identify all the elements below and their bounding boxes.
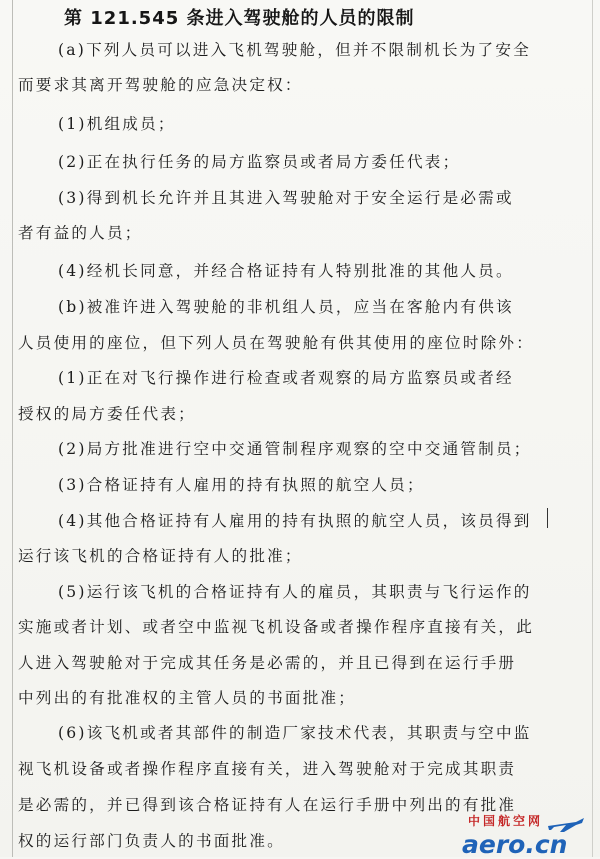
paragraph-line: (2)局方批准进行空中交通管制程序观察的空中交通管制员；	[58, 440, 532, 458]
page-left-edge	[12, 0, 13, 857]
paragraph-line: (4)其他合格证持有人雇用的持有执照的航空人员，该员得到	[58, 512, 532, 530]
paragraph-line: (3)得到机长允许并且其进入驾驶舱对于安全运行是必需或	[58, 189, 514, 207]
paragraph-line: (b)被准许进入驾驶舱的非机组人员，应当在客舱内有供该	[58, 298, 514, 316]
paragraph-line: 者有益的人员；	[18, 224, 143, 242]
paragraph-line: (1)正在对飞行操作进行检查或者观察的局方监察员或者经	[58, 369, 514, 387]
paragraph-line: (6)该飞机或者其部件的制造厂家技术代表，其职责与空中监	[58, 724, 532, 742]
paragraph-line: (a)下列人员可以进入飞机驾驶舱，但并不限制机长为了安全	[58, 41, 531, 59]
paragraph-line: 而要求其离开驾驶舱的应急决定权：	[18, 76, 303, 94]
page-right-edge	[592, 0, 593, 857]
paragraph-line: 权的运行部门负责人的书面批准。	[18, 832, 285, 850]
watermark-logo	[462, 812, 594, 859]
paragraph-line: (4)经机长同意，并经合格证持有人特别批准的其他人员。	[58, 262, 514, 280]
paragraph-line: 实施或者计划、或者空中监视飞机设备或者操作程序直接有关，此	[18, 618, 535, 636]
article-title: 第 121.545 条进入驾驶舱的人员的限制	[64, 8, 415, 29]
paragraph-line: (3)合格证持有人雇用的持有执照的航空人员；	[58, 476, 425, 494]
watermark-brand-cn: 中国航空网	[468, 814, 544, 828]
paragraph-line: (1)机组成员；	[58, 115, 176, 133]
paragraph-line: 人进入驾驶舱对于完成其任务是必需的，并且已得到在运行手册	[18, 654, 517, 672]
paragraph-line: 运行该飞机的合格证持有人的批准；	[18, 547, 303, 565]
paragraph-line: 人员使用的座位，但下列人员在驾驶舱有供其使用的座位时除外：	[18, 334, 535, 352]
paragraph-line: 中列出的有批准权的主管人员的书面批准；	[18, 689, 357, 707]
watermark-brand-en: aero.cn	[462, 830, 568, 859]
paragraph-line: 视飞机设备或者操作程序直接有关，进入驾驶舱对于完成其职责	[18, 760, 517, 778]
paragraph-line: 授权的局方委任代表；	[18, 405, 196, 423]
paragraph-line: (5)运行该飞机的合格证持有人的雇员，其职责与飞行运作的	[58, 583, 532, 601]
paragraph-line: (2)正在执行任务的局方监察员或者局方委任代表；	[58, 153, 461, 171]
paragraph-line: 是必需的，并已得到该合格证持有人在运行手册中列出的有批准	[18, 796, 517, 814]
text-cursor	[547, 508, 548, 528]
